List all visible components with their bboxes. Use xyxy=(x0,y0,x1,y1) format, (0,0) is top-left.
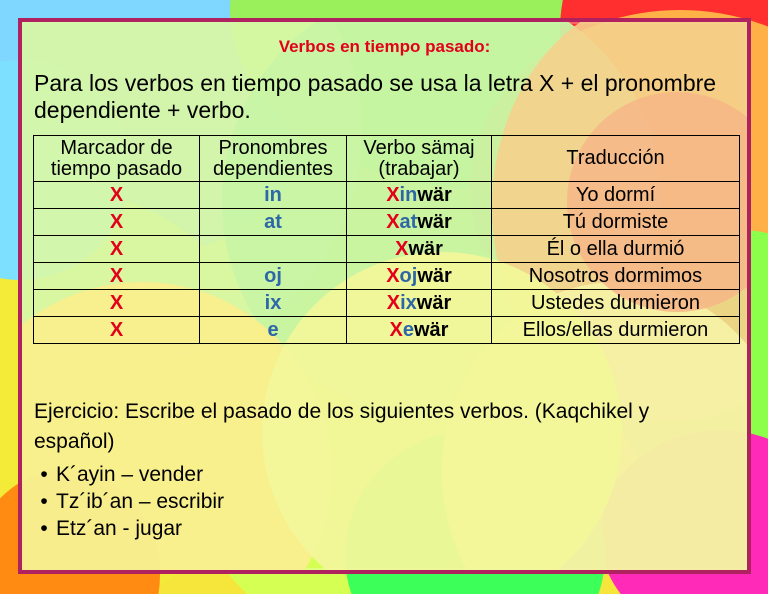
past-tense-table xyxy=(33,135,740,344)
bullet-icon: • xyxy=(40,517,48,540)
exercise-text: Ejercicio: Escribe el pasado de los siguientes verbos. (Kaqchikel y español) xyxy=(34,400,650,453)
verb-cell xyxy=(347,182,492,209)
verb-x: X xyxy=(386,292,401,314)
content xyxy=(22,22,747,570)
verb-base: wär xyxy=(408,238,443,260)
marker-cell: X xyxy=(34,236,200,263)
verb-base: wär xyxy=(414,319,449,341)
table-header-marker: Marcador de tiempo pasado xyxy=(34,136,200,182)
list-item xyxy=(36,515,224,542)
verb-base: wär xyxy=(417,184,452,206)
verb-pronoun: ix xyxy=(400,292,417,314)
verb-base: wär xyxy=(417,211,452,233)
marker-cell: X xyxy=(34,290,200,317)
verb-x: X xyxy=(386,211,400,233)
bullet-icon: • xyxy=(40,490,48,513)
table-row xyxy=(34,317,740,344)
intro-text: Para los verbos en tiempo pasado se usa la letra X + el pronombre dependiente + verbo. xyxy=(34,70,717,123)
table-row xyxy=(34,182,740,209)
table-row xyxy=(34,236,740,263)
marker-cell: X xyxy=(34,182,200,209)
pronoun-cell: in xyxy=(200,182,347,209)
table-header-verb: Verbo sämaj (trabajar) xyxy=(347,136,492,182)
pronoun-cell: oj xyxy=(200,263,347,290)
list-item xyxy=(36,488,224,515)
table-row xyxy=(34,290,740,317)
verb-pronoun: in xyxy=(399,184,418,206)
pronoun-cell: ix xyxy=(200,290,347,317)
translation-cell: Nosotros dormimos xyxy=(492,263,740,290)
table-row xyxy=(34,263,740,290)
exercise-item: Tz´ib´an – escribir xyxy=(56,490,225,513)
exercise-item: K´ayin – vender xyxy=(56,463,204,486)
verb-x: X xyxy=(389,319,403,341)
pronoun-cell xyxy=(200,236,347,263)
exercise-list xyxy=(36,461,224,542)
exercise-item: Etz´an - jugar xyxy=(56,517,183,540)
verb-cell xyxy=(347,263,492,290)
verb-cell xyxy=(347,209,492,236)
verb-base: wär xyxy=(417,265,452,287)
table-row xyxy=(34,209,740,236)
marker-cell: X xyxy=(34,263,200,290)
page-title: Verbos en tiempo pasado: xyxy=(278,37,491,56)
translation-cell: Yo dormí xyxy=(492,182,740,209)
translation-cell: Ellos/ellas durmieron xyxy=(492,317,740,344)
verb-base: wär xyxy=(416,292,452,314)
verb-x: X xyxy=(395,238,409,260)
marker-cell: X xyxy=(34,317,200,344)
bullet-icon: • xyxy=(40,463,48,486)
verb-pronoun: e xyxy=(402,319,414,341)
translation-cell: Él o ella durmió xyxy=(492,236,740,263)
verb-pronoun: oj xyxy=(399,265,418,287)
pronoun-cell: at xyxy=(200,209,347,236)
verb-x: X xyxy=(386,265,400,287)
content-panel xyxy=(18,18,751,574)
verb-cell xyxy=(347,317,492,344)
verb-cell xyxy=(347,236,492,263)
pronoun-cell: e xyxy=(200,317,347,344)
marker-cell: X xyxy=(34,209,200,236)
verb-cell xyxy=(347,290,492,317)
table-header-row xyxy=(34,136,740,182)
translation-cell: Tú dormiste xyxy=(492,209,740,236)
list-item xyxy=(36,461,224,488)
verb-x: X xyxy=(386,184,400,206)
table-header-translation: Traducción xyxy=(492,136,740,182)
translation-cell: Ustedes durmieron xyxy=(492,290,740,317)
verb-pronoun: at xyxy=(399,211,418,233)
table-header-pronoun: Pronombres dependientes xyxy=(200,136,347,182)
